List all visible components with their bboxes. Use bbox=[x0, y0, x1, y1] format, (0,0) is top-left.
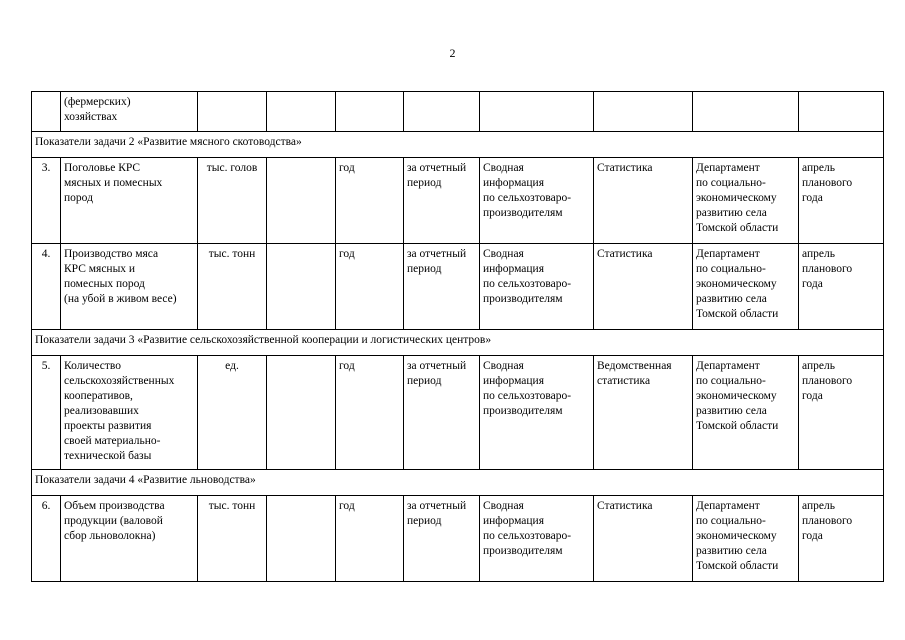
cell-period: за отчетный период bbox=[404, 496, 480, 582]
cell-responsible-department: Департамент по социально- экономическому развитию села Томской области bbox=[693, 244, 799, 330]
cell-responsible-department: Департамент по социально- экономическому развитию села Томской области bbox=[693, 356, 799, 470]
cell-unit bbox=[198, 92, 267, 132]
section-header-row bbox=[32, 330, 884, 356]
cell-deadline: апрель планового года bbox=[799, 158, 884, 244]
cell-data-source: Сводная информация по сельхозтоваро- производителям bbox=[480, 496, 594, 582]
cell-row-number bbox=[32, 92, 61, 132]
cell-period bbox=[404, 92, 480, 132]
cell-blank-column bbox=[267, 158, 336, 244]
cell-blank-column bbox=[267, 92, 336, 132]
cell-frequency: год bbox=[336, 158, 404, 244]
table-row bbox=[32, 496, 884, 582]
cell-frequency bbox=[336, 92, 404, 132]
table-row bbox=[32, 158, 884, 244]
cell-data-source: Сводная информация по сельхозтоваро- производителям bbox=[480, 244, 594, 330]
cell-period: за отчетный период bbox=[404, 158, 480, 244]
cell-deadline: апрель планового года bbox=[799, 356, 884, 470]
cell-blank-column bbox=[267, 496, 336, 582]
cell-row-number: 6. bbox=[32, 496, 61, 582]
cell-collection-method: Ведомственная статистика bbox=[594, 356, 693, 470]
cell-blank-column bbox=[267, 356, 336, 470]
cell-collection-method bbox=[594, 92, 693, 132]
section-title: Показатели задачи 2 «Развитие мясного скотоводства» bbox=[32, 132, 884, 158]
section-header-row bbox=[32, 470, 884, 496]
section-title: Показатели задачи 3 «Развитие сельскохозяйственной кооперации и логистических центров» bbox=[32, 330, 884, 356]
cell-row-number: 3. bbox=[32, 158, 61, 244]
table-row bbox=[32, 244, 884, 330]
cell-frequency: год bbox=[336, 244, 404, 330]
cell-indicator-name: Количество сельскохозяйственных кооперативов, реализовавших проекты развития своей материально- технической базы bbox=[61, 356, 198, 470]
cell-indicator-name: Производство мяса КРС мясных и помесных пород (на убой в живом весе) bbox=[61, 244, 198, 330]
cell-unit: ед. bbox=[198, 356, 267, 470]
table-row bbox=[32, 92, 884, 132]
table-row bbox=[32, 356, 884, 470]
cell-unit: тыс. тонн bbox=[198, 496, 267, 582]
cell-row-number: 4. bbox=[32, 244, 61, 330]
cell-deadline bbox=[799, 92, 884, 132]
cell-indicator-name: Объем производства продукции (валовой сбор льноволокна) bbox=[61, 496, 198, 582]
cell-collection-method: Статистика bbox=[594, 158, 693, 244]
cell-frequency: год bbox=[336, 356, 404, 470]
cell-unit: тыс. голов bbox=[198, 158, 267, 244]
cell-row-number: 5. bbox=[32, 356, 61, 470]
cell-deadline: апрель планового года bbox=[799, 496, 884, 582]
cell-frequency: год bbox=[336, 496, 404, 582]
cell-unit: тыс. тонн bbox=[198, 244, 267, 330]
cell-data-source bbox=[480, 92, 594, 132]
cell-responsible-department bbox=[693, 92, 799, 132]
cell-period: за отчетный период bbox=[404, 356, 480, 470]
cell-data-source: Сводная информация по сельхозтоваро- производителям bbox=[480, 356, 594, 470]
cell-indicator-name: Поголовье КРС мясных и помесных пород bbox=[61, 158, 198, 244]
cell-responsible-department: Департамент по социально- экономическому развитию села Томской области bbox=[693, 496, 799, 582]
cell-collection-method: Статистика bbox=[594, 496, 693, 582]
cell-blank-column bbox=[267, 244, 336, 330]
cell-deadline: апрель планового года bbox=[799, 244, 884, 330]
cell-period: за отчетный период bbox=[404, 244, 480, 330]
indicators-table bbox=[31, 91, 884, 582]
cell-collection-method: Статистика bbox=[594, 244, 693, 330]
cell-indicator-name: (фермерских) хозяйствах bbox=[61, 92, 198, 132]
section-header-row bbox=[32, 132, 884, 158]
cell-responsible-department: Департамент по социально- экономическому развитию села Томской области bbox=[693, 158, 799, 244]
cell-data-source: Сводная информация по сельхозтоваро- производителям bbox=[480, 158, 594, 244]
section-title: Показатели задачи 4 «Развитие льноводства» bbox=[32, 470, 884, 496]
page-number: 2 bbox=[449, 46, 456, 60]
